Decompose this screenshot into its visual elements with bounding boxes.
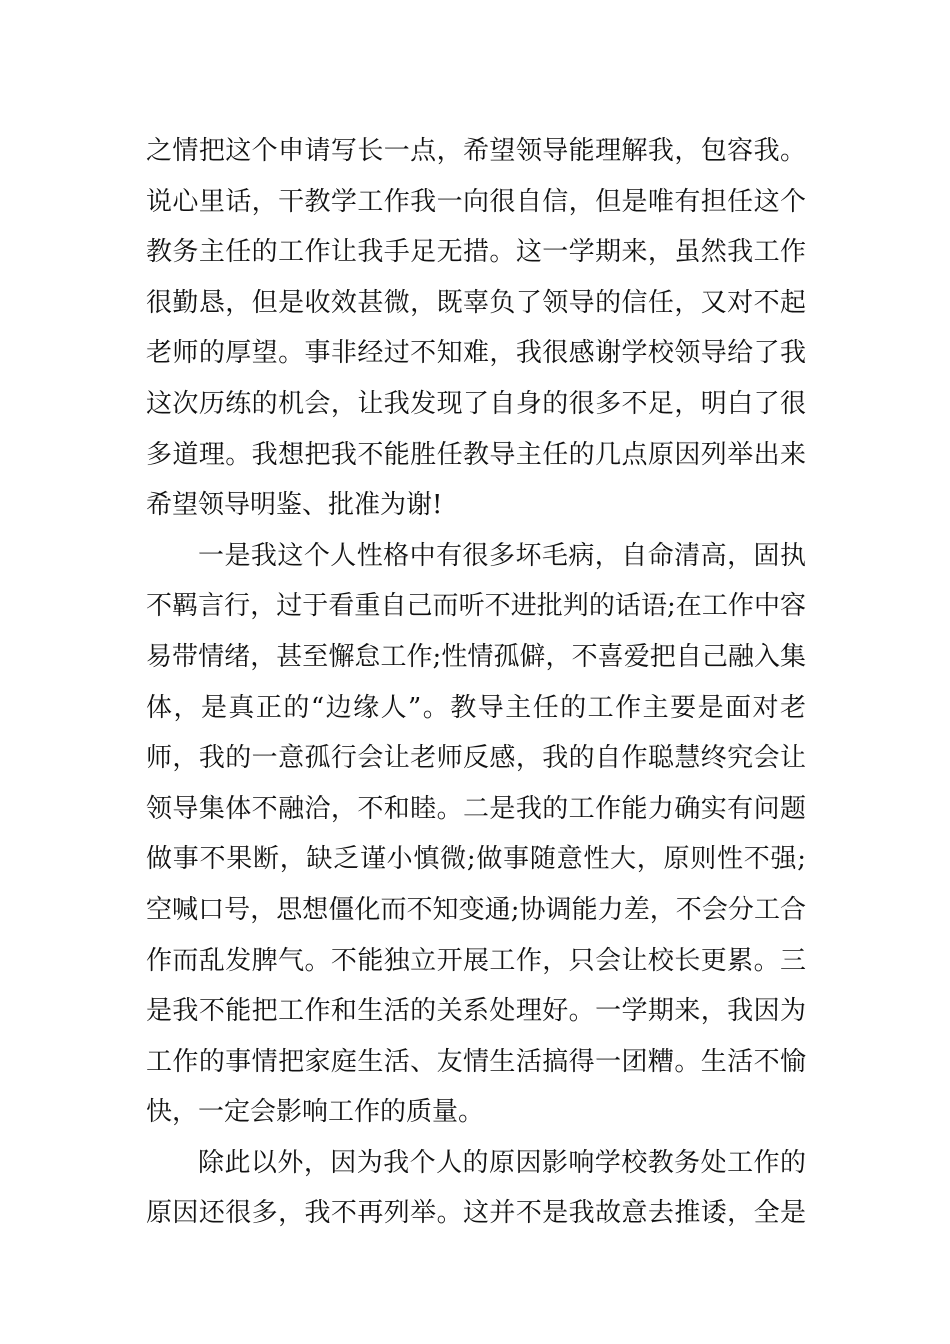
text-line: 多道理。我想把我不能胜任教导主任的几点原因列举出来 bbox=[146, 439, 806, 470]
text-line: 原因还很多，我不再列举。这并不是我故意去推诿，全是 bbox=[146, 1198, 806, 1229]
text-line: 老师的厚望。事非经过不知难，我很感谢学校领导给了我 bbox=[146, 338, 806, 369]
text-line: 之情把这个申请写长一点，希望领导能理解我，包容我。 bbox=[146, 136, 806, 166]
text-line: 师，我的一意孤行会让老师反感，我的自作聪慧终究会让 bbox=[146, 743, 806, 774]
text-line: 作而乱发脾气。不能独立开展工作，只会让校长更累。三 bbox=[146, 945, 806, 976]
text-line: 快，一定会影响工作的质量。 bbox=[146, 1097, 485, 1128]
document-page bbox=[146, 126, 806, 1239]
paragraph-start-line: 除此以外，因为我个人的原因影响学校教务处工作的 bbox=[198, 1147, 806, 1178]
text-line: 体，是真正的“边缘人”。教导主任的工作主要是面对老 bbox=[146, 692, 806, 723]
text-line: 领导集体不融洽，不和睦。二是我的工作能力确实有问题 bbox=[146, 793, 806, 824]
text-line: 不羁言行，过于看重自己而听不进批判的话语;在工作中容 bbox=[146, 591, 806, 622]
text-line: 做事不果断，缺乏谨小慎微;做事随意性大，原则性不强; bbox=[146, 844, 806, 875]
text-line: 工作的事情把家庭生活、友情生活搞得一团糟。生活不愉 bbox=[146, 1046, 806, 1077]
text-line: 教务主任的工作让我手足无措。这一学期来，虽然我工作 bbox=[146, 237, 806, 268]
text-line: 易带情绪，甚至懈怠工作;性情孤僻，不喜爱把自己融入集 bbox=[146, 641, 806, 672]
text-line: 很勤恳，但是收效甚微，既辜负了领导的信任，又对不起 bbox=[146, 287, 806, 318]
text-line: 希望领导明鉴、批准为谢! bbox=[146, 490, 443, 521]
text-line: 这次历练的机会，让我发现了自身的很多不足，明白了很 bbox=[146, 388, 806, 419]
paragraph-start-line: 一是我这个人性格中有很多坏毛病，自命清高，固执 bbox=[198, 540, 806, 571]
text-line: 说心里话，干教学工作我一向很自信，但是唯有担任这个 bbox=[146, 186, 806, 217]
text-line: 空喊口号，思想僵化而不知变通;协调能力差，不会分工合 bbox=[146, 894, 806, 925]
text-line: 是我不能把工作和生活的关系处理好。一学期来，我因为 bbox=[146, 996, 806, 1027]
